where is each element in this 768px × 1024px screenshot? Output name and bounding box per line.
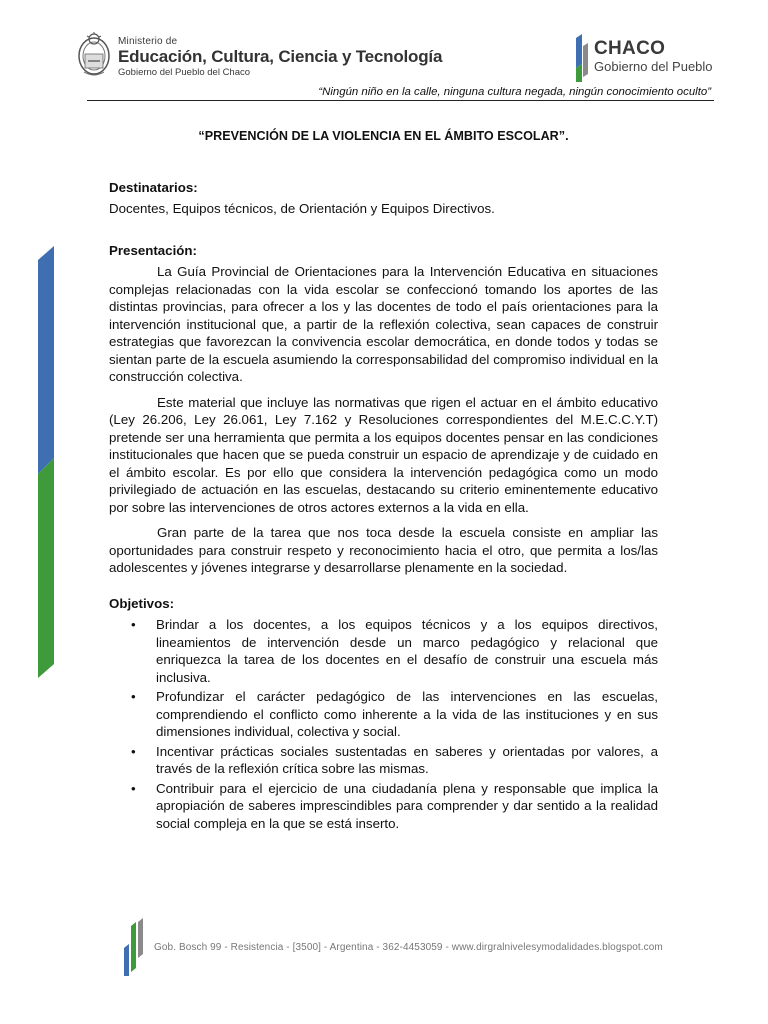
document-body: [109, 128, 658, 834]
chaco-subtitle: Gobierno del Pueblo: [594, 59, 713, 74]
list-item: [109, 780, 658, 833]
header-divider: [87, 100, 714, 101]
presentacion-paragraph: La Guía Provincial de Orientaciones para la Intervención Educativa en situaciones complejas relacionadas con la vida escolar se confeccionó tomando los aportes de las distintas provincias, para ofrecer a los y las docentes de todo el país orientaciones para la intervención institucional que, a partir de la reflexión colectiva, sean capaces de construir estrategias que favorezcan la convivencia escolar democrática, en donde todos y todas se sientan parte de la escuela asumiendo la corresponsabilidad del compromiso individual en la construcción colectiva.: [109, 264, 658, 384]
objetivo-text: Incentivar prácticas sociales sustentadas en saberes y orientadas por valores, a través de la reflexión crítica sobre las mismas.: [156, 743, 658, 776]
bullet-icon: •: [131, 689, 136, 704]
presentacion-paragraph: Gran parte de la tarea que nos toca desde la escuela consiste en ampliar las oportunidades para construir respeto y reconocimiento hacia el otro, que permita a los/las adolescentes y jóvenes integrarse y desarrollarse plenamente en la sociedad.: [109, 525, 658, 575]
presentacion-paragraph: Este material que incluye las normativas que rigen el actuar en el ámbito educativo (Ley 26.206, Ley 26.061, Ley 7.162 y Resoluciones correspondientes del M.E.C.C.Y.T) pretende ser una herramienta que permita a los equipos docentes pensar en las condiciones institucionales que hacen que se pueda construir un espacio de aprendizaje y de cuidado en el ámbito escolar. Es por ello que considera la intervención pedagógica como un modo privilegiado de actuación en las escuelas, destacando su criterio eminentemente educativo por sobre las intervenciones de otros actores externos a la vida en ella.: [109, 394, 658, 515]
bullet-icon: •: [131, 743, 136, 759]
objetivos-heading: Objetivos:: [109, 595, 175, 611]
list-item: [109, 616, 658, 686]
chaco-brand: [594, 38, 713, 74]
ministry-name: [118, 36, 442, 78]
chaco-logo-icon: [576, 34, 588, 82]
ministry-line-2: Educación, Cultura, Ciencia y Tecnología: [118, 47, 443, 66]
objetivo-text: Brindar a los docentes, a los equipos técnicos y a los equipos directivos, lineamientos de intervención desde un marco pedagógico y relacional que enriquezca la tarea de los docentes en el desafío de construir una escuela más inclusiva.: [156, 617, 658, 685]
bullet-icon: •: [131, 617, 136, 632]
footer-logo-icon: [124, 918, 144, 976]
bullet-icon: •: [131, 780, 136, 796]
objetivos-list: [109, 616, 658, 832]
footer-address: Gob. Bosch 99 - Resistencia - [3500] - Argentina - 362-4453059 - www.dirgralnivelesymodalidades.blogspot.com: [154, 942, 663, 953]
chaco-title: CHACO: [594, 38, 666, 59]
list-item: [109, 743, 658, 778]
destinatarios-heading: Destinatarios:: [109, 179, 198, 195]
list-item: [109, 688, 658, 741]
side-decorative-bar: [38, 246, 54, 678]
ministry-line-1: Ministerio de: [118, 36, 178, 47]
coat-of-arms-icon: [76, 30, 112, 78]
objetivo-text: Contribuir para el ejercicio de una ciudadanía plena y responsable que implica la apropiación de saberes imprescindibles para comprender y dar sentido a la realidad social compleja en la que se está inserto.: [156, 780, 658, 831]
objetivo-text: Profundizar el carácter pedagógico de las intervenciones en las escuelas, comprendiendo el conflicto como inherente a la vida de las instituciones y en sus dimensiones individual, colectiva y social.: [156, 689, 658, 739]
document-title: “PREVENCIÓN DE LA VIOLENCIA EN EL ÁMBITO ESCOLAR”.: [198, 129, 569, 143]
destinatarios-text: Docentes, Equipos técnicos, de Orientación y Equipos Directivos.: [109, 201, 495, 216]
ministry-line-3: Gobierno del Pueblo del Chaco: [118, 67, 251, 78]
presentacion-heading: Presentación:: [109, 242, 197, 258]
motto: “Ningún niño en la calle, ninguna cultura negada, ningún conocimiento oculto”: [318, 86, 711, 98]
